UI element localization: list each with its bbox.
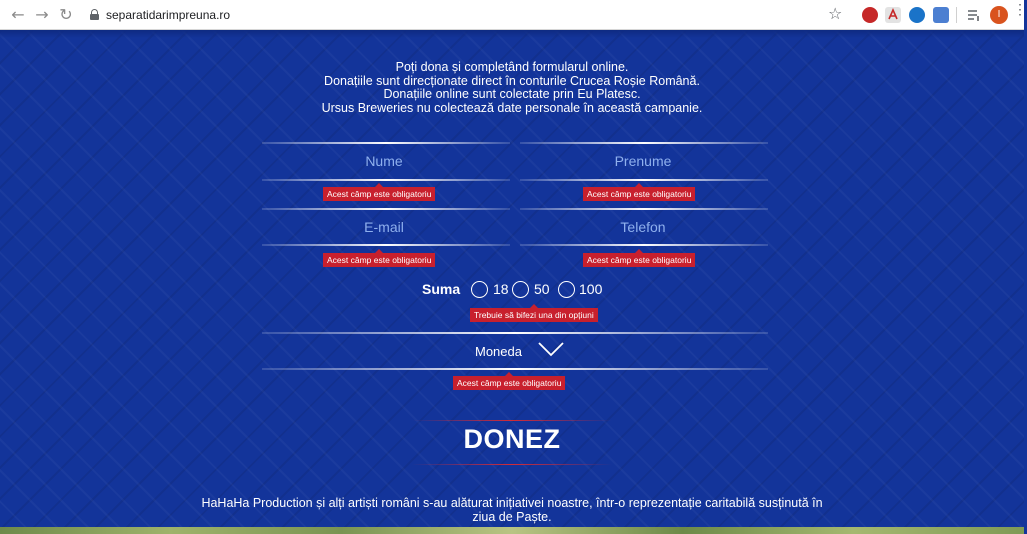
intro-text [0,61,1024,115]
field-border [520,142,768,144]
suma-error: Trebuie să bifezi una din opțiuni [470,308,598,322]
nume-error: Acest câmp este obligatoriu [323,187,435,201]
moneda-error: Acest câmp este obligatoriu [453,376,565,390]
field-border [262,208,510,210]
lock-icon[interactable] [90,9,99,20]
telefon-error: Acest câmp este obligatoriu [583,253,695,267]
bookmark-star-icon[interactable]: ☆ [828,4,843,23]
prenume-input[interactable]: Prenume [614,153,672,169]
field-border [262,179,510,181]
reload-icon[interactable]: ↻ [59,5,73,24]
field-border [520,179,768,181]
back-icon[interactable]: ← [11,5,25,24]
opera-icon[interactable] [862,7,878,23]
field-border [262,332,768,334]
suma-radio-100[interactable] [558,281,575,298]
footer-text: HaHaHa Production și alți artiști români s-au alăturat inițiativei noastre, într-o reprezentație caritabilă susținută în ziua de Paște. [201,496,823,524]
bottom-image-strip [0,527,1024,534]
suma-radio-18[interactable] [471,281,488,298]
pdf-icon[interactable] [885,7,901,23]
email-input[interactable]: E-mail [364,219,404,235]
moneda-select[interactable]: Moneda [475,344,522,359]
chevron-down-icon[interactable] [538,341,564,357]
donez-bottom-line [412,464,612,465]
intro-line: Ursus Breweries nu colectează date personale în această campanie. [321,100,703,115]
field-border [520,208,768,210]
suma-option-label: 100 [579,281,603,297]
field-border [262,142,510,144]
toolbar-divider [956,7,957,23]
address-bar[interactable]: separatidarimpreuna.ro [106,8,231,22]
forward-icon[interactable]: → [35,5,49,24]
donez-button[interactable]: DONEZ [463,424,561,454]
intro-line: Poți dona și completând formularul online. [395,60,629,74]
donation-page [0,30,1024,534]
shield-icon[interactable] [909,7,925,23]
profile-avatar[interactable]: I [990,6,1008,24]
suma-label: Suma [422,281,461,297]
nume-input[interactable]: Nume [365,153,403,169]
intro-line: Donațiile sunt direcționate direct în conturile Crucea Roșie Română. [324,73,700,88]
telefon-input[interactable]: Telefon [620,219,666,235]
browser-toolbar [0,0,1027,30]
prenume-error: Acest câmp este obligatoriu [583,187,695,201]
field-border [262,368,768,370]
email-error: Acest câmp este obligatoriu [323,253,435,267]
playlist-icon[interactable] [966,7,982,23]
menu-icon[interactable]: ⋮ [1013,1,1027,17]
intro-line: Donațiile online sunt colectate prin Eu Platesc. [383,87,641,101]
donez-top-line [412,420,612,421]
suma-radio-50[interactable] [512,281,529,298]
field-border [520,244,768,246]
suma-option-label: 18 [493,281,509,297]
field-border [262,244,510,246]
suma-option-label: 50 [534,281,550,297]
camera-icon[interactable] [933,7,949,23]
